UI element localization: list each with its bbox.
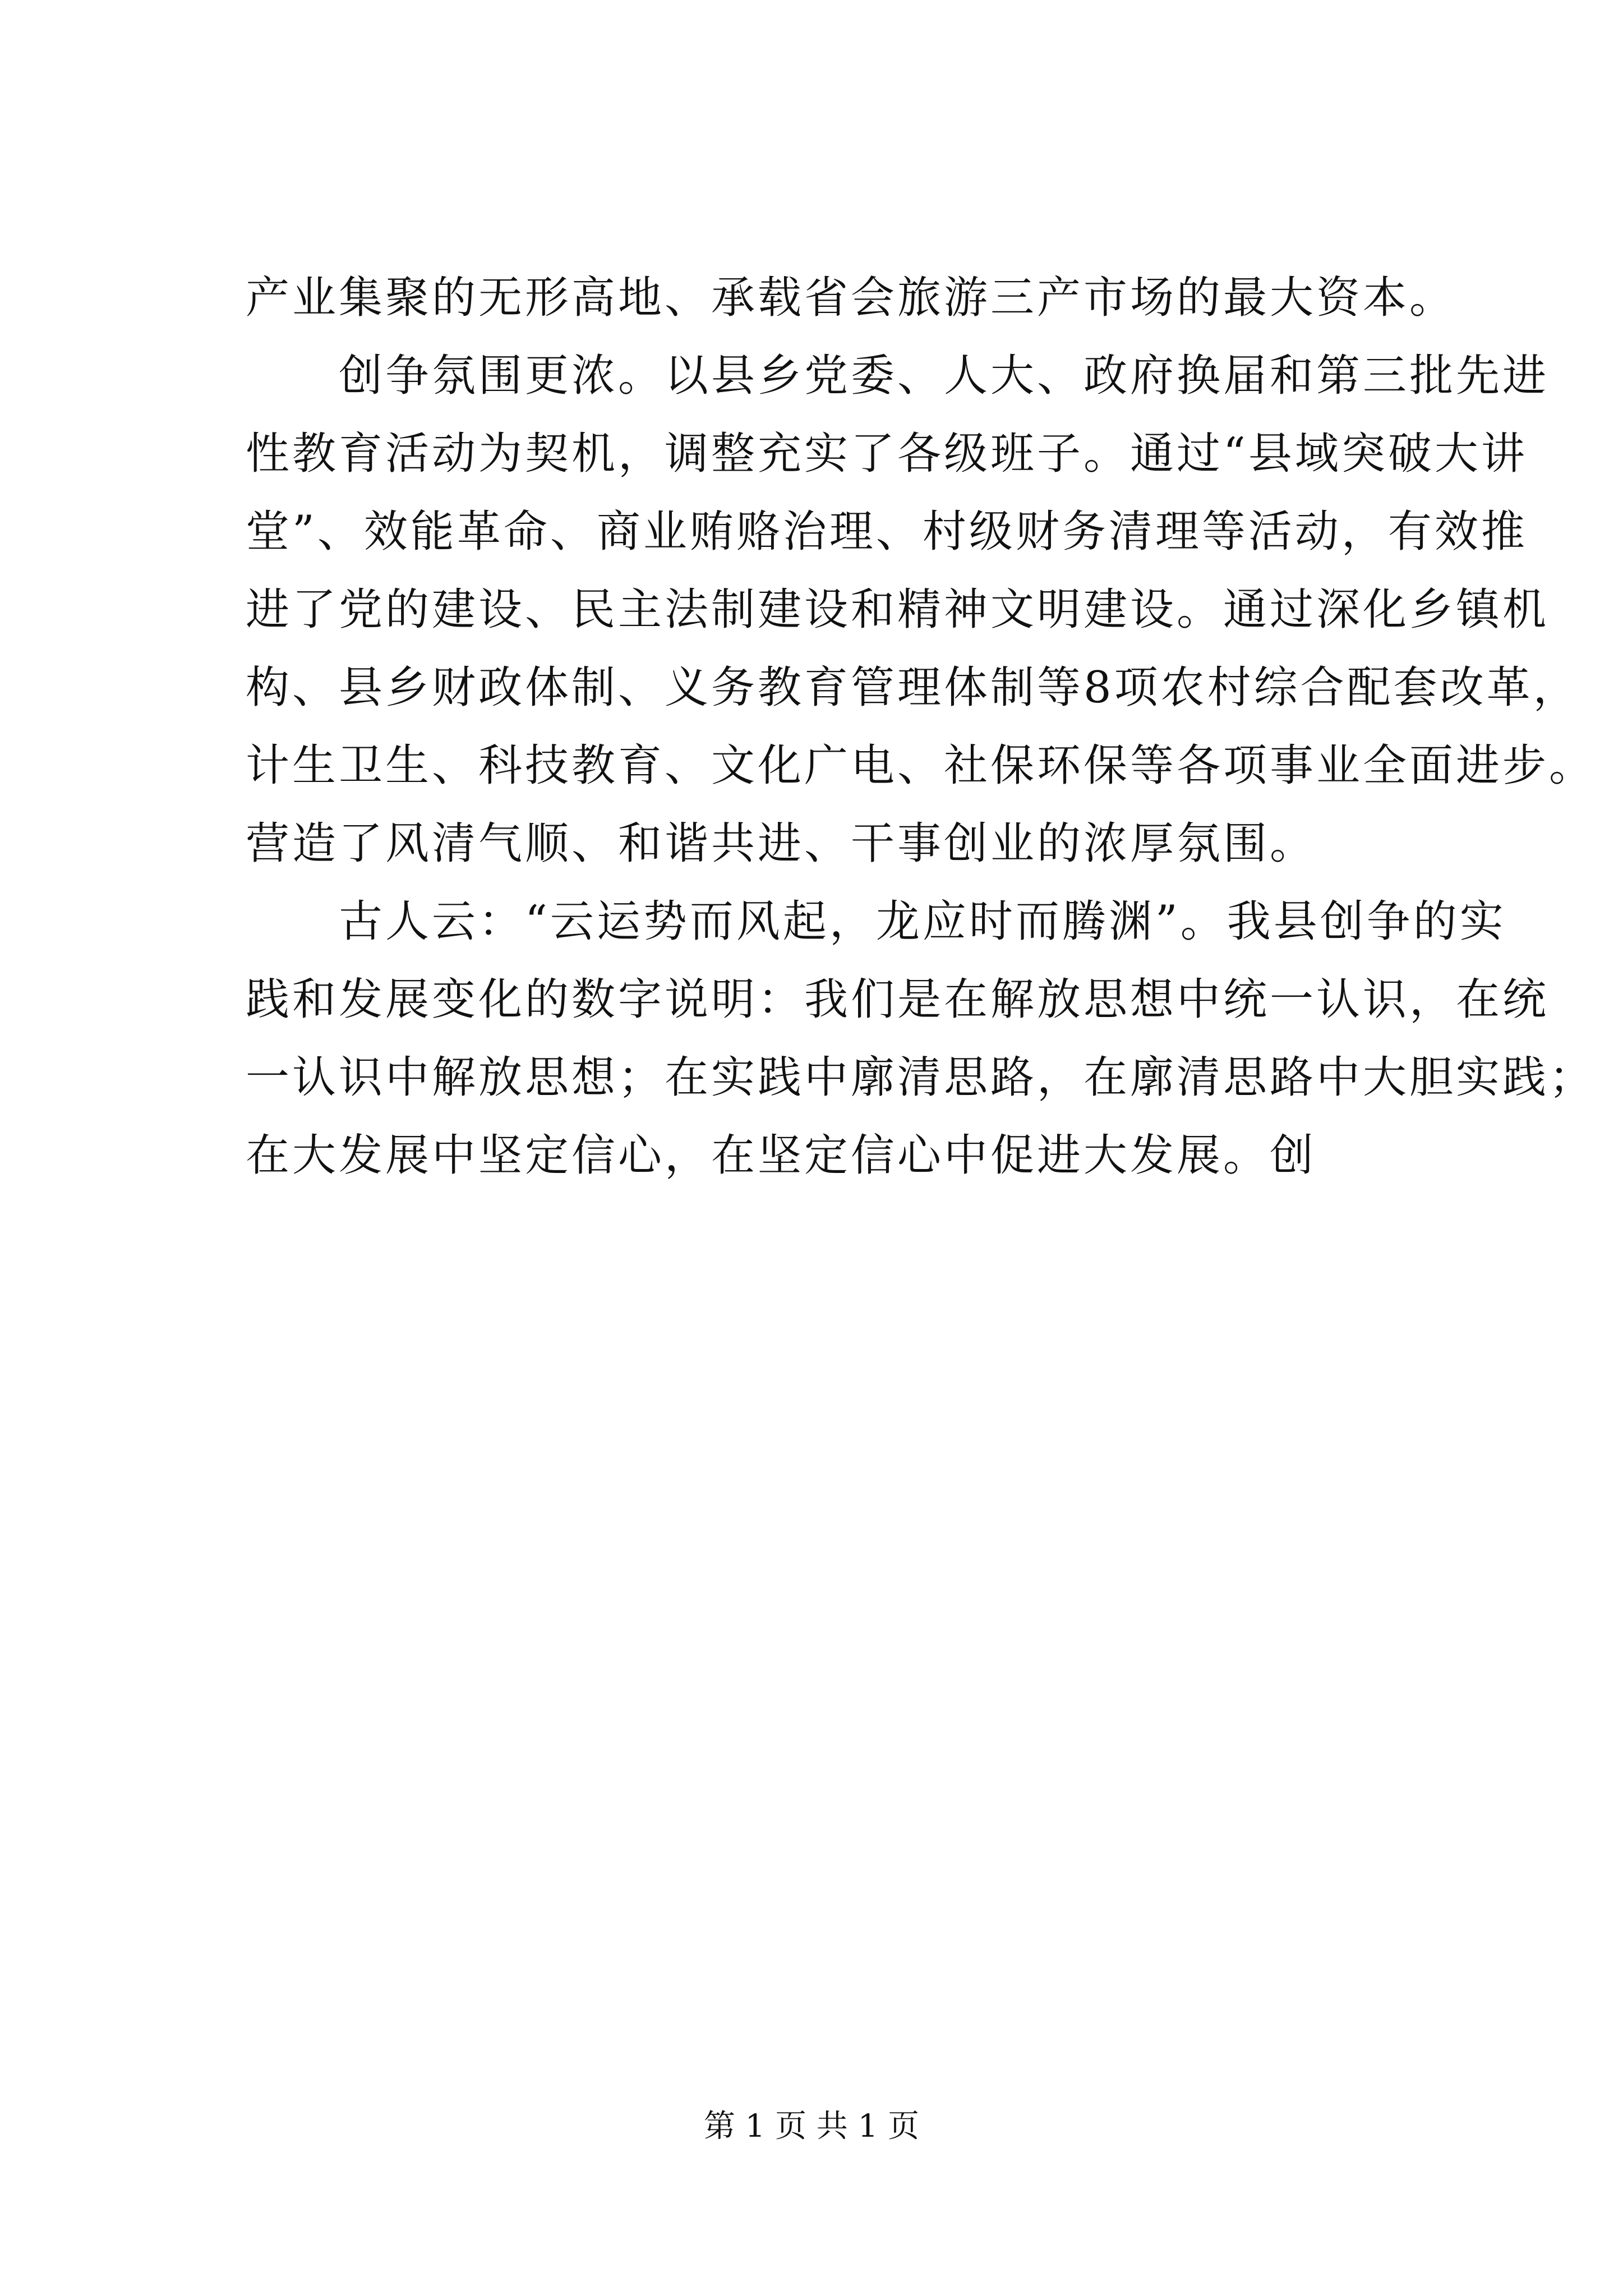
text-line: 构、县乡财政体制、义务教育管理体制等8项农村综合配套改革，	[246, 662, 1580, 713]
page-footer: 第 1 页 共 1 页	[703, 2108, 920, 2145]
text-line: 践和发展变化的数字说明：我们是在解放思想中统一认识，在统	[246, 974, 1550, 1025]
text-line: 进了党的建设、民主法制建设和精神文明建设。通过深化乡镇机	[246, 585, 1550, 635]
text-line: 性教育活动为契机，调整充实了各级班子。通过“县域突破大讲	[246, 429, 1528, 479]
text-line: 堂”、效能革命、商业贿赂治理、村级财务清理等活动，有效推	[246, 507, 1528, 557]
document-body	[246, 259, 1596, 1195]
text-line: 一认识中解放思想；在实践中廓清思路，在廓清思路中大胆实践；	[246, 1052, 1596, 1103]
text-line: 在大发展中坚定信心，在坚定信心中促进大发展。创	[246, 1130, 1317, 1181]
text-line: 计生卫生、科技教育、文化广电、社保环保等各项事业全面进步。	[246, 740, 1596, 791]
paragraph-start-line: 创争氛围更浓。以县乡党委、人大、政府换届和第三批先进	[339, 351, 1550, 401]
paragraph-start-line: 古人云：“云运势而风起，龙应时而腾渊”。我县创争的实	[339, 896, 1506, 947]
text-line: 营造了风清气顺、和谐共进、干事创业的浓厚氛围。	[246, 818, 1317, 869]
text-line: 产业集聚的无形高地、承载省会旅游三产市场的最大资本。	[246, 273, 1456, 323]
